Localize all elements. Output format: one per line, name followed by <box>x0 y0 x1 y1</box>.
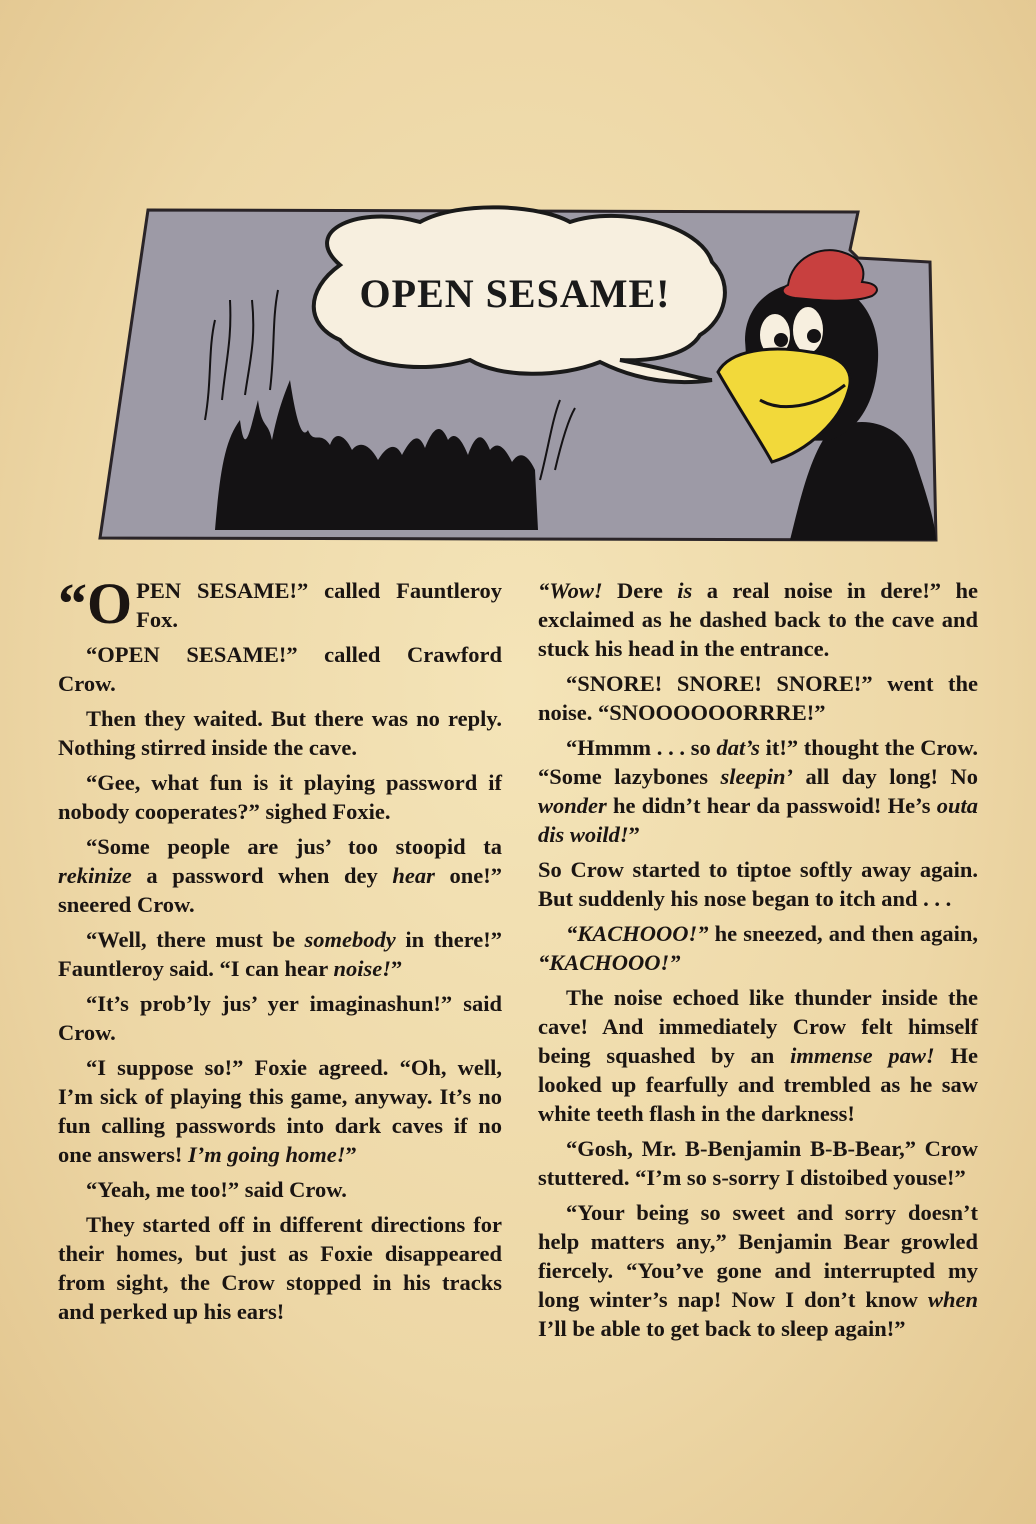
paragraph: “OPEN SESAME!” called Fauntleroy Fox. <box>58 571 502 636</box>
right-text-column <box>538 576 978 1349</box>
paragraph: So Crow started to tiptoe softly away again. But suddenly his nose began to itch and . . . <box>538 857 978 911</box>
paragraph: “Hmmm . . . so dat’s it!” thought the Crow. “Some lazybones sleepin’ all day long! No wonder he didn’t hear da passwoid! He’s outa dis woild!” <box>538 735 979 847</box>
speech-bubble-text: OPEN SESAME! <box>359 271 671 316</box>
paragraph: “Gosh, Mr. B-Benjamin B-B-Bear,” Crow stuttered. “I’m so s-sorry I distoibed youse!” <box>538 1136 978 1190</box>
paragraph: “It’s prob’ly jus’ yer imaginashun!” said Crow. <box>58 991 502 1045</box>
paragraph: “Gee, what fun is it playing password if nobody cooperates?” sighed Foxie. <box>58 770 502 824</box>
paragraph: “OPEN SESAME!” called Crawford Crow. <box>58 642 502 696</box>
paragraph: The noise echoed like thunder inside the cave! And immediately Crow felt himself being squashed by an immense paw! He looked up fearfully and trembled as he saw white teeth flash in the darkness! <box>538 985 978 1126</box>
crow-eye-right <box>792 306 824 354</box>
paragraph: They started off in different directions for their homes, but just as Foxie disappeared from sight, the Crow stopped in his tracks and perked up his ears! <box>58 1212 502 1324</box>
paragraph: Then they waited. But there was no reply. Nothing stirred inside the cave. <box>58 706 502 760</box>
paragraph: “SNORE! SNORE! SNORE!” went the noise. “SNOOOOOORRRE!” <box>538 671 978 725</box>
paragraph: “Some people are jus’ too stoopid ta rekinize a password when dey hear one!” sneered Crow. <box>58 834 502 917</box>
paragraph: “I suppose so!” Foxie agreed. “Oh, well, I’m sick of playing this game, anyway. It’s no fun calling passwords into dark caves if no one answers! I’m going home!” <box>58 1055 502 1167</box>
paragraph: “Well, there must be somebody in there!” Fauntleroy said. “I can hear noise!” <box>58 927 502 981</box>
crow-pupil-left <box>774 333 788 347</box>
paragraph: “KACHOOO!” he sneezed, and then again, “KACHOOO!” <box>538 921 978 975</box>
paragraph: “Wow! Dere is a real noise in dere!” he exclaimed as he dashed back to the cave and stuck his head in the entrance. <box>538 578 978 661</box>
left-text-column <box>58 571 502 1332</box>
paragraph: “Yeah, me too!” said Crow. <box>86 1177 347 1202</box>
drop-cap: “O <box>58 571 133 636</box>
paragraph: “Your being so sweet and sorry doesn’t help matters any,” Benjamin Bear growled fiercely. “You’ve gone and interrupted my long winter’s nap! Now I don’t know when I’ll be able to get back to sleep again!” <box>538 1200 978 1341</box>
crow-pupil-right <box>807 329 821 343</box>
